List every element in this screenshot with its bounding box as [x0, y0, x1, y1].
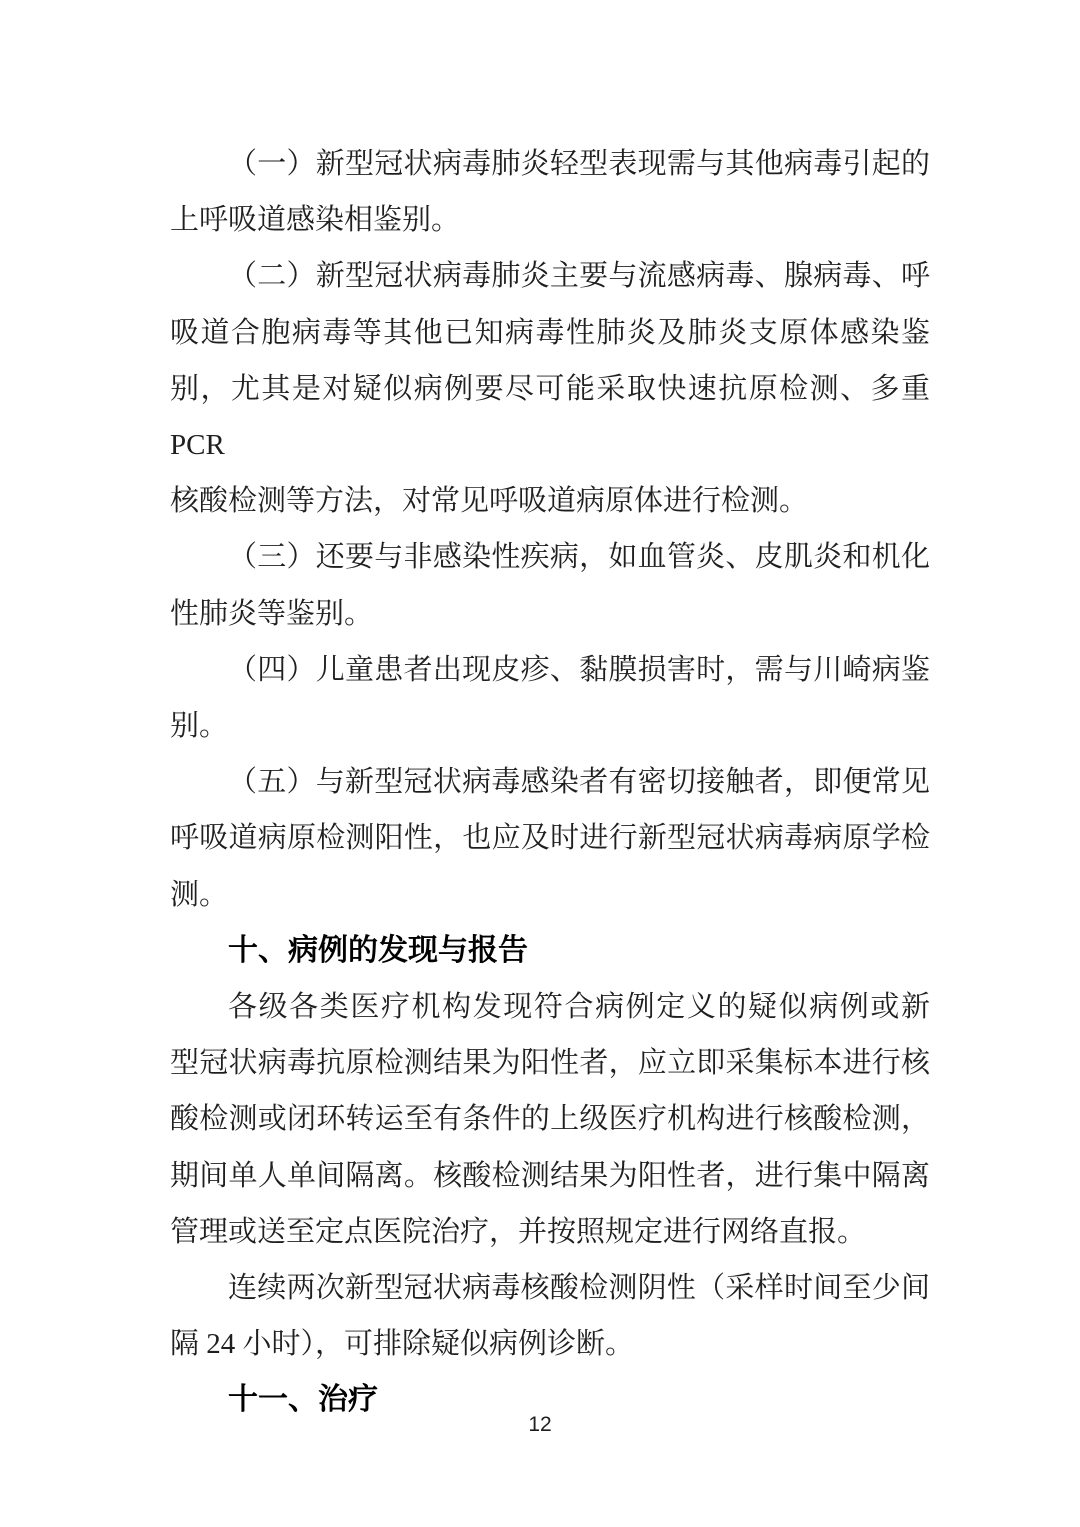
body-line: 各级各类医疗机构发现符合病例定义的疑似病例或新: [228, 991, 930, 1024]
body-line: 别，尤其是对疑似病例要尽可能采取快速抗原检测、多重 PCR: [170, 372, 930, 462]
section-heading: 十一、治疗: [228, 1383, 378, 1417]
body-line: 核酸检测等方法，对常见呼吸道病原体进行检测。: [170, 485, 809, 518]
body-line: 连续两次新型冠状病毒核酸检测阴性（采样时间至少间: [228, 1272, 930, 1305]
body-line: 上呼吸道感染相鉴别。: [170, 204, 461, 237]
body-line: 隔 24 小时），可排除疑似病例诊断。: [170, 1328, 635, 1361]
page-number: 12: [528, 1413, 552, 1436]
body-line: （四）儿童患者出现皮疹、黏膜损害时，需与川崎病鉴: [228, 653, 930, 686]
body-line: 酸检测或闭环转运至有条件的上级医疗机构进行核酸检测，: [170, 1103, 930, 1136]
body-line: 吸道合胞病毒等其他已知病毒性肺炎及肺炎支原体感染鉴: [170, 316, 930, 349]
page-content: [170, 136, 930, 1429]
body-line: （二）新型冠状病毒肺炎主要与流感病毒、腺病毒、呼: [228, 260, 930, 293]
body-line: 呼吸道病原检测阳性，也应及时进行新型冠状病毒病原学检: [170, 822, 930, 855]
section-heading: 十、病例的发现与报告: [228, 933, 528, 967]
body-line: （五）与新型冠状病毒感染者有密切接触者，即便常见: [228, 766, 930, 799]
body-line: 别。: [170, 710, 229, 743]
body-line: 性肺炎等鉴别。: [170, 597, 374, 630]
body-line: 期间单人单间隔离。核酸检测结果为阳性者，进行集中隔离: [170, 1159, 930, 1192]
body-line: 型冠状病毒抗原检测结果为阳性者，应立即采集标本进行核: [170, 1047, 930, 1080]
body-line: 管理或送至定点医院治疗，并按照规定进行网络直报。: [170, 1215, 867, 1248]
body-line: （一）新型冠状病毒肺炎轻型表现需与其他病毒引起的: [228, 148, 930, 180]
body-line: （三）还要与非感染性疾病，如血管炎、皮肌炎和机化: [228, 541, 930, 574]
body-line: 测。: [170, 878, 229, 911]
